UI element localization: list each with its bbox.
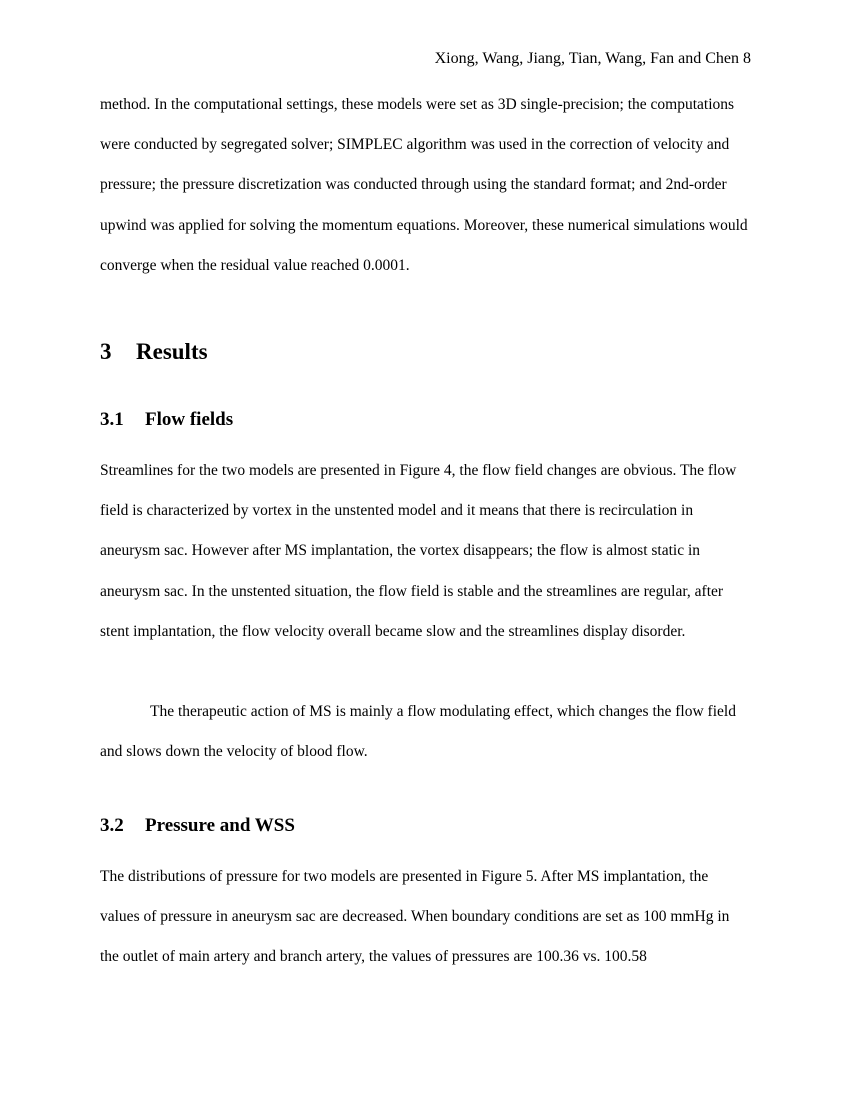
- section-title: Results: [136, 339, 208, 364]
- paragraph-flow-fields-2: The therapeutic action of MS is mainly a flow modulating effect, which changes the flow field and slows down the velocity of blood flow.: [100, 703, 736, 761]
- paragraph-pressure-wss: The distributions of pressure for two models are presented in Figure 5. After MS implantation, the values of pressure in aneurysm sac are decreased. When boundary conditions are set as 100 mmHg in the outlet of main artery and branch artery, the values of pressures are 100.36 vs. 100.58: [100, 868, 730, 966]
- subsection-number: 3.1: [100, 409, 124, 430]
- subsection-number: 3.2: [100, 815, 124, 836]
- running-head: Xiong, Wang, Jiang, Tian, Wang, Fan and Chen 8: [434, 50, 751, 67]
- subsection-heading-pressure-wss: [100, 814, 295, 838]
- subsection-heading-flow-fields: [100, 408, 233, 432]
- section-heading-results: [100, 338, 208, 366]
- section-number: 3: [100, 339, 112, 364]
- paragraph-flow-fields-1: Streamlines for the two models are presented in Figure 4, the flow field changes are obvious. The flow field is characterized by vortex in the unstented model and it means that there is recirculation in aneurysm sac. However after MS implantation, the vortex disappears; the flow is almost static in aneurysm sac. In the unstented situation, the flow field is stable and the streamlines are regular, after stent implantation, the flow velocity overall became slow and the streamlines display disorder.: [100, 462, 737, 640]
- paragraph-methods-continuation: method. In the computational settings, these models were set as 3D single-precision; the computations were conducted by segregated solver; SIMPLEC algorithm was used in the correction of velocity and pressure; the pressure discretization was conducted through using the standard format; and 2nd-order upwind was applied for solving the momentum equations. Moreover, these numerical simulations would converge when the residual value reached 0.0001.: [100, 96, 748, 274]
- subsection-title: Pressure and WSS: [145, 815, 295, 836]
- subsection-title: Flow fields: [145, 409, 234, 430]
